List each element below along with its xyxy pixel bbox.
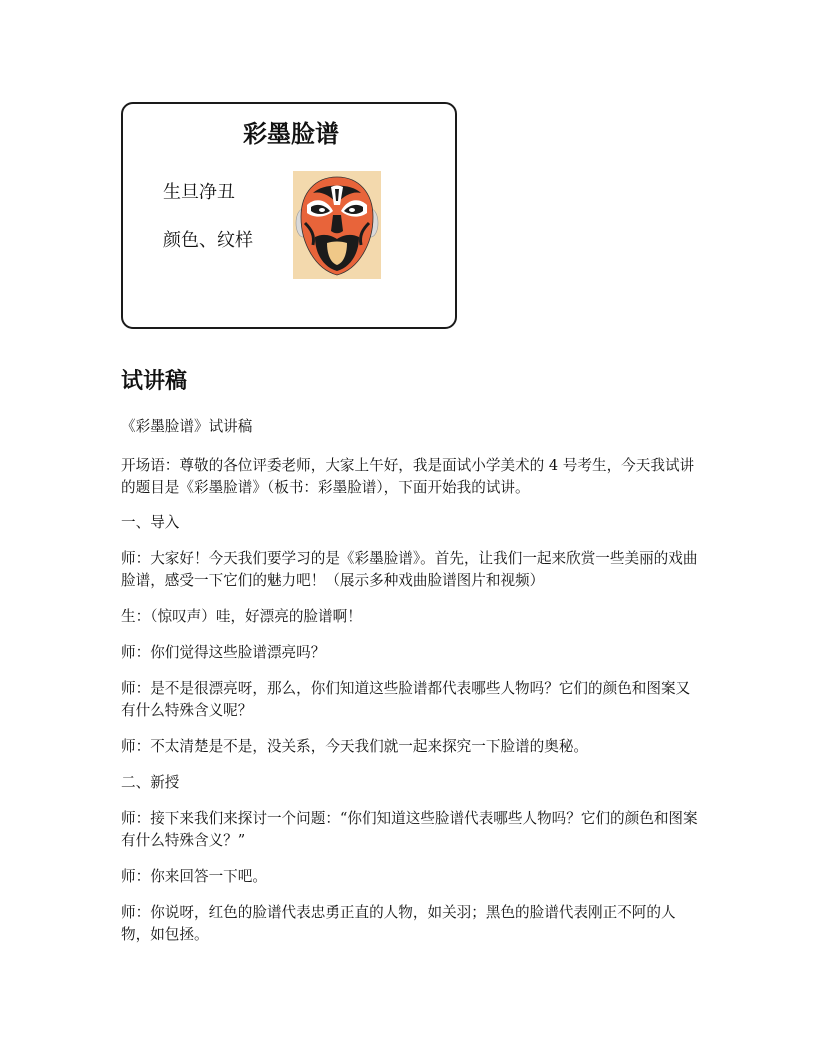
board-line-roles: 生旦净丑 <box>163 182 235 203</box>
paragraph-teacher-5: 师：接下来我们来探讨一个问题：“你们知道这些脸谱代表哪些人物吗？它们的颜色和图案有什么特殊含义？” <box>121 810 698 849</box>
paragraph-teacher-3: 师：是不是很漂亮呀，那么，你们知道这些脸谱都代表哪些人物吗？它们的颜色和图案又有什么特殊含义呢？ <box>121 680 691 719</box>
paragraph-title: 《彩墨脸谱》试讲稿 <box>121 418 253 435</box>
board-line-colors-patterns: 颜色、纹样 <box>163 230 253 251</box>
paragraph-teacher-6: 师：你来回答一下吧。 <box>121 868 267 885</box>
paragraph-teacher-2: 师：你们觉得这些脸谱漂亮吗？ <box>121 644 326 661</box>
paragraph-opening: 开场语：尊敬的各位评委老师，大家上午好，我是面试小学美术的 4 号考生，今天我试讲的题目是《彩墨脸谱》（板书：彩墨脸谱），下面开始我的试讲。 <box>121 457 695 496</box>
opera-mask-image <box>293 171 381 279</box>
section-heading: 试讲稿 <box>121 369 188 394</box>
blackboard-layout-box <box>121 102 457 329</box>
paragraph-teacher-4: 师：不太清楚是不是，没关系，今天我们就一起来探究一下脸谱的奥秘。 <box>121 738 589 755</box>
paragraph-teacher-1: 师：大家好！今天我们要学习的是《彩墨脸谱》。首先，让我们一起来欣赏一些美丽的戏曲脸谱，感受一下它们的魅力吧！（展示多种戏曲脸谱图片和视频） <box>121 550 698 589</box>
board-title: 彩墨脸谱 <box>243 120 339 148</box>
peking-opera-mask-icon <box>293 171 381 279</box>
paragraph-section-new: 二、新授 <box>121 774 180 791</box>
paragraph-student-1: 生：（惊叹声）哇，好漂亮的脸谱啊！ <box>121 608 362 625</box>
paragraph-teacher-7: 师：你说呀，红色的脸谱代表忠勇正直的人物，如关羽；黑色的脸谱代表刚正不阿的人物，如包拯。 <box>121 904 676 943</box>
paragraph-section-intro: 一、导入 <box>121 514 180 531</box>
